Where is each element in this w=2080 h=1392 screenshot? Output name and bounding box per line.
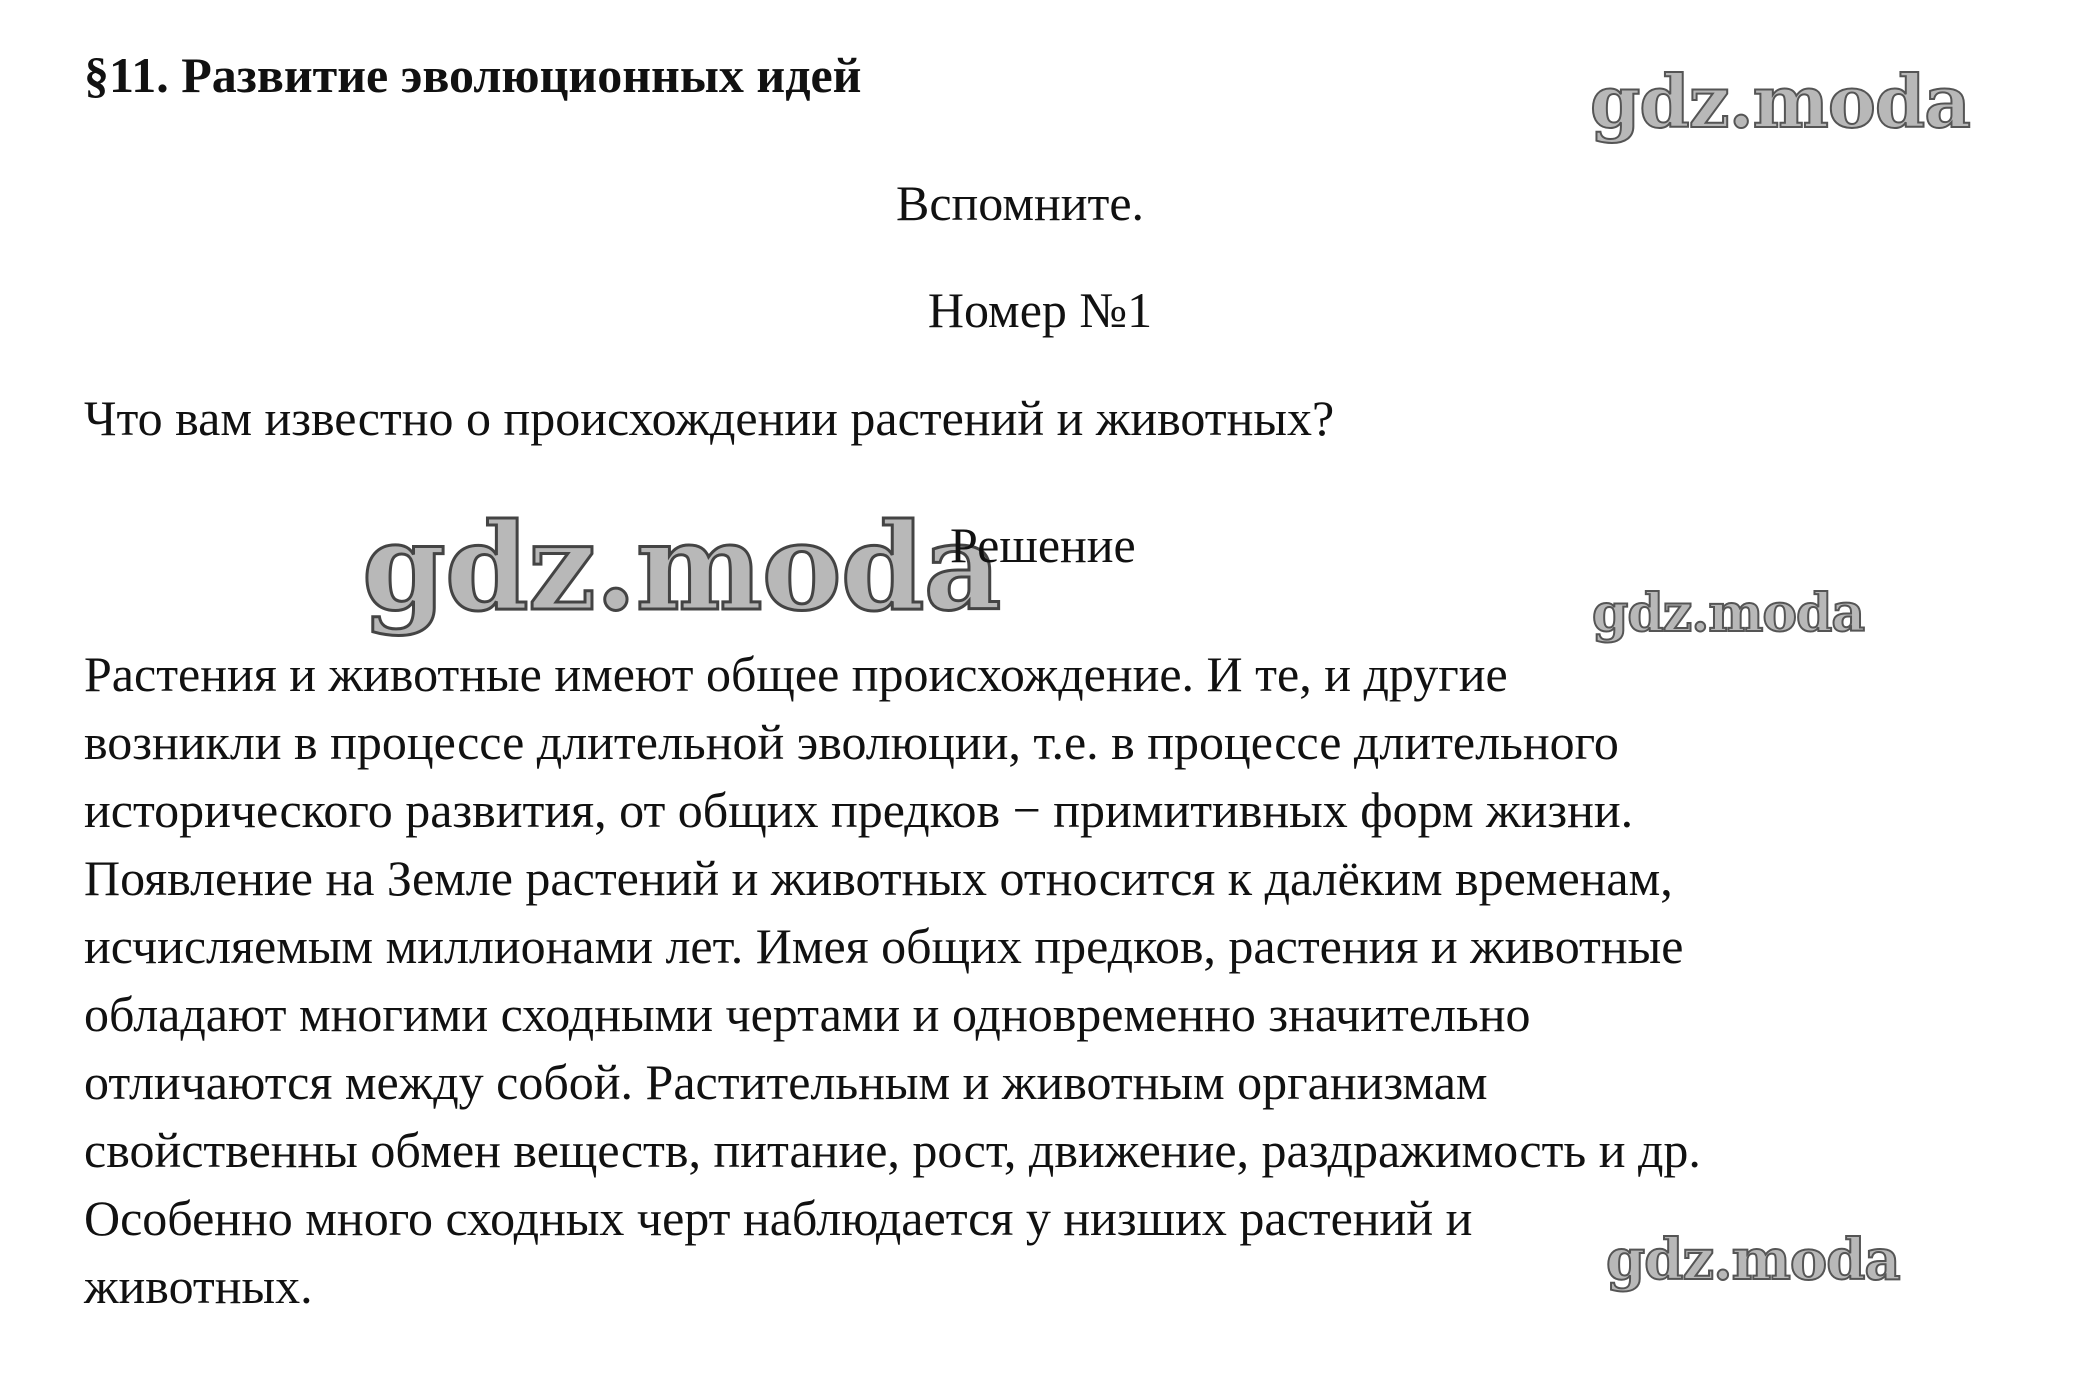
answer-line: обладают многими сходными чертами и одновременно значительно [84,986,1531,1042]
answer-line: исторического развития, от общих предков − примитивных форм жизни. [84,782,1634,838]
recall-label: Вспомните. [895,175,1145,231]
watermark-top-right: gdz.moda [1590,59,1970,144]
watermark-right-middle: gdz.moda [1592,583,1865,644]
section-heading: §11. Развитие эволюционных идей [84,47,862,103]
solution-label: Решение [950,517,1136,573]
watermark-bottom-right: gdz.moda [1606,1227,1900,1293]
answer-line: отличаются между собой. Растительным и животным организмам [84,1054,1488,1110]
answer-line: исчисляемым миллионами лет. Имея общих предков, растения и животные [84,918,1684,974]
watermark-large-center: gdz.moda [362,497,1001,638]
answer-line: животных. [84,1258,313,1314]
answer-paragraph [84,640,2044,1320]
answer-line: возникли в процессе длительной эволюции, т.е. в процессе длительного [84,714,1619,770]
answer-line: Растения и животные имеют общее происхождение. И те, и другие [84,646,1508,702]
task-number: Номер №1 [927,282,1153,338]
answer-line: Особенно много сходных черт наблюдается у низших растений и [84,1190,1473,1246]
answer-line: свойственны обмен веществ, питание, рост, движение, раздражимость и др. [84,1122,1701,1178]
answer-line: Появление на Земле растений и животных относится к далёким временам, [84,850,1673,906]
question-text: Что вам известно о происхождении растений и животных? [84,390,1335,446]
